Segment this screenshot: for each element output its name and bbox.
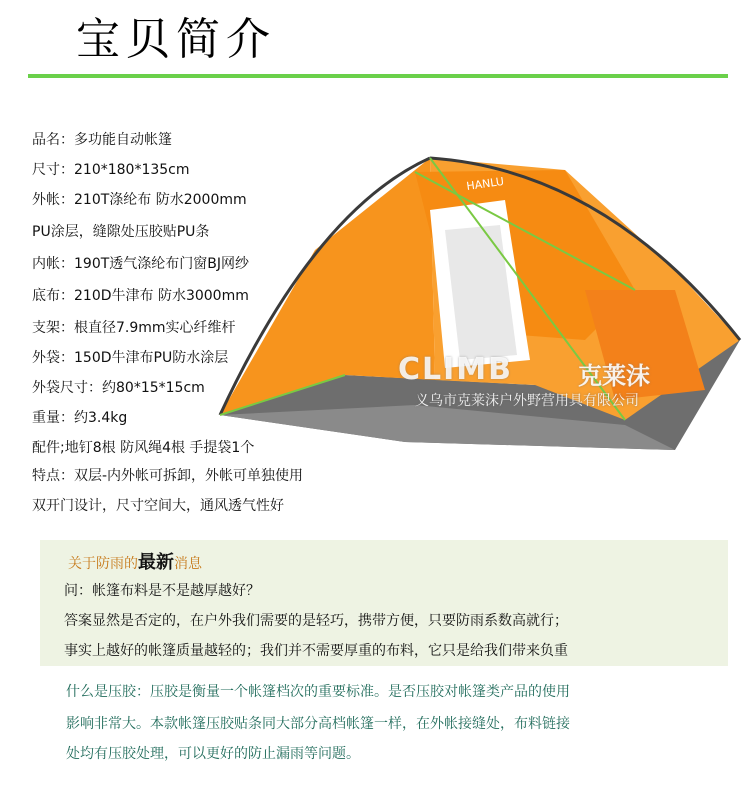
info-heading-pre: 关于防雨的 (68, 556, 138, 572)
spec-line: 外帐：210T涤纶布 防水2000mm (32, 192, 247, 208)
info-question: 问：帐篷布料是不是越厚越好？ (64, 583, 260, 599)
paragraph-line: 什么是压胶：压胶是衡量一个帐篷档次的重要标准。是否压胶对帐篷类产品的使用 (66, 684, 570, 700)
watermark-logo: CLIMB (398, 352, 514, 387)
spec-line: 外袋尺寸：约80*15*15cm (32, 380, 205, 396)
spec-line: 重量：约3.4kg (32, 410, 128, 426)
spec-line: 双开门设计，尺寸空间大，通风透气性好 (32, 498, 284, 514)
title-divider (28, 74, 728, 78)
spec-line: 底布：210D牛津布 防水3000mm (32, 288, 249, 304)
tent-brand-label: HANLU (465, 174, 505, 193)
spec-line: 尺寸：210*180*135cm (32, 162, 190, 178)
spec-line: 支架：根直径7.9mm实心纤维杆 (32, 320, 236, 336)
spec-line: PU涂层，缝隙处压胶贴PU条 (32, 224, 210, 240)
paragraph-line: 影响非常大。本款帐篷压胶贴条同大部分高档帐篷一样，在外帐接缝处，布料链接 (66, 716, 570, 732)
spec-line: 特点：双层-内外帐可拆卸，外帐可单独使用 (32, 468, 304, 484)
paragraph-line: 处均有压胶处理，可以更好的防止漏雨等问题。 (66, 746, 360, 762)
info-heading-post: 消息 (174, 556, 202, 572)
spec-line: 配件;地钉8根 防风绳4根 手提袋1个 (32, 440, 255, 456)
tent-image (205, 130, 750, 465)
spec-line: 内帐：190T透气涤纶布门窗BJ网纱 (32, 256, 250, 272)
spec-line: 品名：多功能自动帐篷 (32, 132, 172, 148)
info-answer-line: 事实上越好的帐篷质量越轻的；我们并不需要厚重的布料，它只是给我们带来负重 (64, 643, 568, 659)
rain-info-box (40, 540, 728, 666)
info-heading (68, 548, 202, 574)
info-heading-emphasis: 最新 (138, 552, 174, 573)
info-answer-line: 答案显然是否定的，在户外我们需要的是轻巧，携带方便，只要防雨系数高就行； (64, 613, 568, 629)
page-title: 宝贝简介 (76, 14, 276, 65)
watermark-company: 义乌市克莱沫户外野营用具有限公司 (415, 393, 639, 409)
spec-line: 外袋：150D牛津布PU防水涂层 (32, 350, 229, 366)
watermark-brand-cn: 克莱沫 (578, 362, 650, 390)
